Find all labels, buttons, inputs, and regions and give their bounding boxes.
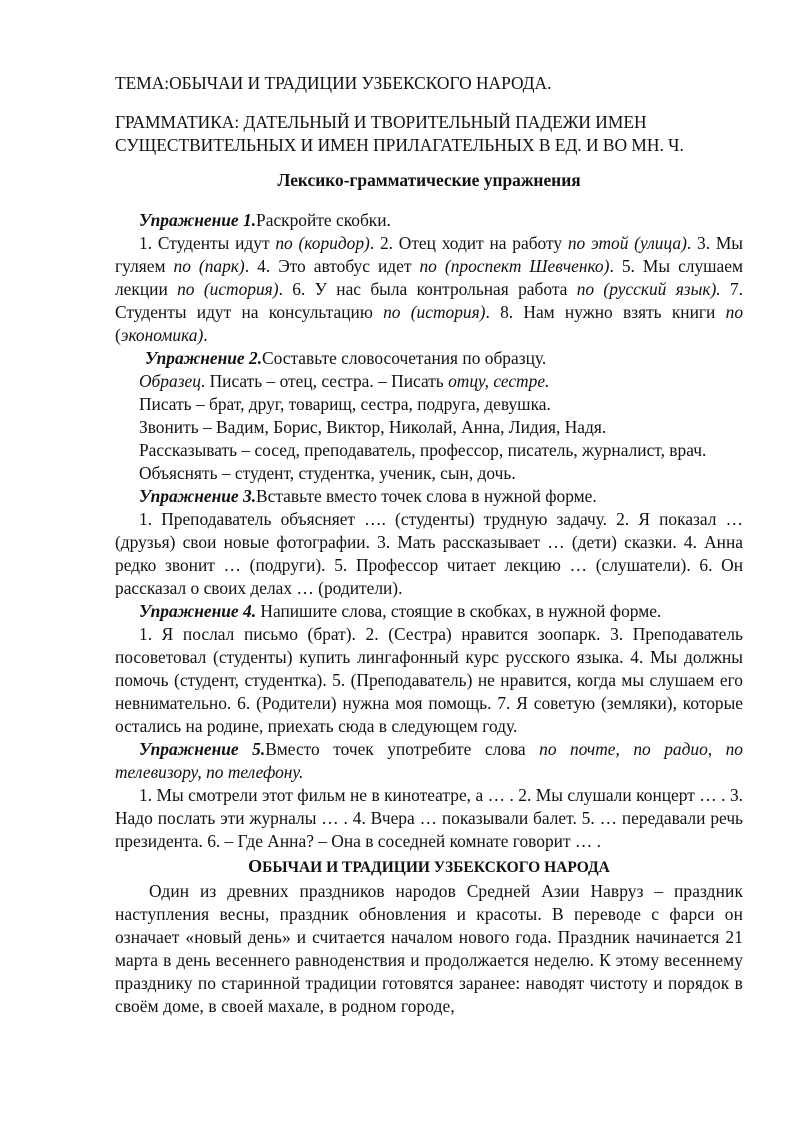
text-run: 7. Студенты идут на консультацию	[115, 279, 743, 322]
exercise-2-heading	[115, 347, 743, 370]
text-run-italic: экономика)	[120, 325, 204, 345]
exercise-5-heading	[115, 738, 743, 784]
text-run-italic: по (русский язык).	[576, 279, 721, 299]
text-title	[115, 855, 743, 879]
exercise-3-instruction: Вставьте вместо точек слова в нужной форме.	[256, 486, 597, 506]
text-run: . 6. У нас была контрольная работа	[278, 279, 577, 299]
sample-answer: отцу, сестре.	[448, 371, 550, 391]
document-page	[115, 72, 743, 1018]
exercise-5-words: по почте, по радио, по телевизору, по телефону.	[115, 739, 743, 782]
exercise-2-line: Рассказывать – сосед, преподаватель, профессор, писатель, журналист, врач.	[139, 440, 707, 460]
text-paragraph: Один из древних праздников народов Средней Азии Навруз – праздник наступления весны, праздник обновления и красоты. В переводе с фарси он означает «новый день» и считается началом нового года. Праздник начинается 21 марта в день весеннего равноденствия и продолжается неделю. К этому весеннему празднику по старинной традиции готовятся заранее: наводят чистоту и порядок в своём доме, в своей махале, в родном городе,	[115, 881, 743, 1016]
text-run: 1. Студенты идут	[139, 233, 276, 253]
title-rest: БЫЧАИ И ТРАДИЦИИ УЗБЕКСКОГО НАРОДА	[262, 859, 610, 876]
exercise-4-instruction: Напишите слова, стоящие в скобках, в нужной форме.	[256, 601, 662, 621]
text-run: .	[203, 325, 208, 345]
text-run-italic: по (проспект Шевченко)	[419, 256, 610, 276]
exercise-3-heading	[115, 485, 743, 508]
text-run: . 3. Мы гуляем	[115, 233, 743, 276]
text-run: . 8. Нам нужно взять книги	[485, 302, 726, 322]
exercise-2-line: Звонить – Вадим, Борис, Виктор, Николай, Анна, Лидия, Надя.	[139, 417, 607, 437]
exercise-1-text	[115, 232, 743, 347]
exercise-2-instruction: Составьте словосочетания по образцу.	[262, 348, 547, 368]
text-run: (	[115, 325, 121, 345]
text-run-italic: по этой (улица)	[567, 233, 687, 253]
text-run-italic: по	[725, 302, 744, 322]
exercise-1-heading	[115, 209, 743, 232]
text-run: . 5. Мы слушаем лекции	[115, 256, 744, 299]
grammar-heading: ГРАММАТИКА: ДАТЕЛЬНЫЙ И ТВОРИТЕЛЬНЫЙ ПАДЕЖИ ИМЕН СУЩЕСТВИТЕЛЬНЫХ И ИМЕН ПРИЛАГАТЕЛЬНЫХ В ЕД. И ВО МН. Ч.	[115, 112, 684, 155]
exercise-2-line: Писать – брат, друг, товарищ, сестра, подруга, девушка.	[139, 394, 551, 414]
text-run-italic: по (история)	[383, 302, 486, 322]
section-title: Лексико-грамматические упражнения	[277, 170, 581, 190]
exercise-2-title: Упражнение 2.	[145, 348, 263, 368]
title-capital: О	[248, 856, 263, 876]
exercise-1-title: Упражнение 1.	[139, 210, 257, 230]
exercise-4-text: 1. Я послал письмо (брат). 2. (Сестра) нравится зоопарк. 3. Преподаватель посоветовал (студенты) купить лингафонный курс русского языка. 4. Мы должны помочь (студент, студентка). 5. (Преподаватель) не нравится, когда мы слушаем его невнимательно. 6. (Родители) нужна моя помощь. 7. Я советую (земляки), которые остались на родине, приехать сюда в следующем году.	[115, 624, 743, 736]
exercise-1-instruction: Раскройте скобки.	[256, 210, 391, 230]
exercise-4-title: Упражнение 4.	[139, 601, 257, 621]
text-run: . 4. Это автобус идет	[244, 256, 420, 276]
text-run-italic: по (парк)	[173, 256, 245, 276]
text-run-italic: по (коридор)	[275, 233, 370, 253]
exercise-2-line: Объяснять – студент, студентка, ученик, сын, дочь.	[139, 463, 516, 483]
exercise-3-title: Упражнение 3.	[139, 486, 257, 506]
exercise-5-instruction: Вместо точек употребите слова	[265, 739, 540, 759]
exercise-5-title: Упражнение 5.	[139, 739, 266, 759]
text-run: . 2. Отец ходит на работу	[369, 233, 568, 253]
exercise-2-sample	[115, 370, 743, 393]
exercise-4-heading	[115, 600, 743, 623]
exercise-5-text: 1. Мы смотрели этот фильм не в кинотеатре, а … . 2. Мы слушали концерт … . 3. Надо послать эти журналы … . 4. Вчера … показывали балет. 5. … передавали речь президента. 6. – Где Анна? – Она в соседней комнате говорит … .	[115, 785, 743, 851]
topic-heading: ТЕМА:ОБЫЧАИ И ТРАДИЦИИ УЗБЕКСКОГО НАРОДА.	[115, 73, 552, 93]
text-run-italic: по (история)	[177, 279, 279, 299]
sample-text: . Писать – отец, сестра. – Писать	[200, 371, 449, 391]
sample-label: Образец	[139, 371, 201, 391]
exercise-3-text: 1. Преподаватель объясняет …. (студенты) трудную задачу. 2. Я показал … (друзья) свои новые фотографии. 3. Мать рассказывает … (дети) сказки. 4. Анна редко звонит … (подруги). 5. Профессор читает лекцию … (слушатели). 6. Он рассказал о своих делах … (родители).	[115, 509, 743, 598]
